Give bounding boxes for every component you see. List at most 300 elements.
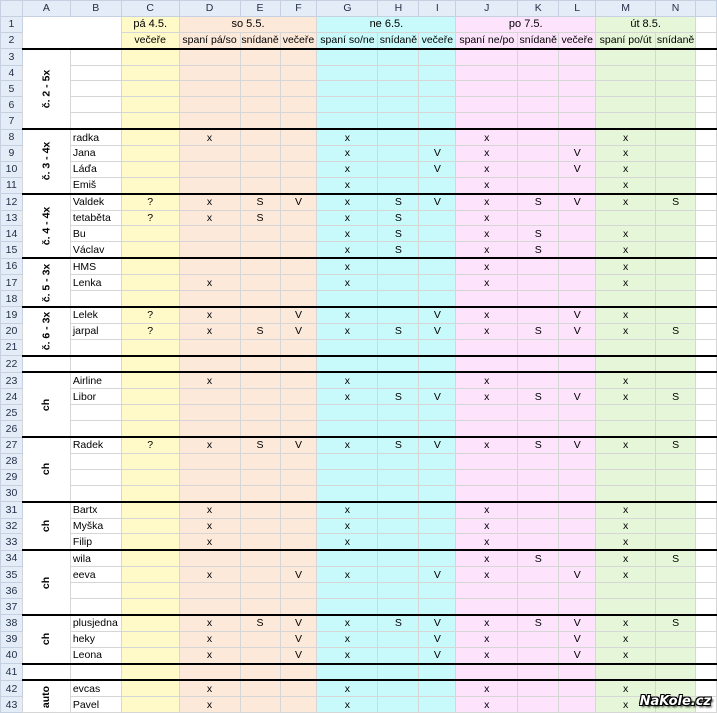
cell[interactable]: [596, 339, 656, 355]
cell[interactable]: [378, 307, 419, 323]
participant-name[interactable]: Lenka: [70, 275, 121, 291]
cell[interactable]: [121, 453, 179, 469]
cell[interactable]: S: [378, 389, 419, 405]
cell[interactable]: [559, 339, 596, 355]
cell[interactable]: [596, 291, 656, 307]
cell[interactable]: V: [280, 437, 317, 453]
cell[interactable]: x: [317, 242, 378, 258]
cell[interactable]: [240, 647, 280, 663]
cell[interactable]: x: [317, 146, 378, 162]
participant-name[interactable]: [70, 113, 121, 129]
row-header-13[interactable]: 13: [1, 210, 23, 226]
cell[interactable]: [456, 664, 518, 681]
cell[interactable]: [317, 356, 378, 373]
cell[interactable]: x: [456, 323, 518, 339]
cell[interactable]: [317, 421, 378, 437]
cell[interactable]: [656, 339, 696, 355]
cell[interactable]: [518, 421, 559, 437]
cell[interactable]: ?: [121, 307, 179, 323]
cell[interactable]: [656, 372, 696, 388]
participant-name[interactable]: [70, 485, 121, 501]
group-label[interactable]: [22, 49, 70, 129]
cell[interactable]: x: [456, 372, 518, 388]
cell[interactable]: [280, 664, 317, 681]
cell[interactable]: [240, 275, 280, 291]
cell[interactable]: x: [456, 146, 518, 162]
participant-name[interactable]: [70, 49, 121, 65]
cell[interactable]: S: [518, 389, 559, 405]
column-header-f[interactable]: F: [280, 1, 317, 17]
cell[interactable]: x: [596, 307, 656, 323]
cell[interactable]: [559, 453, 596, 469]
cell[interactable]: x: [456, 242, 518, 258]
cell[interactable]: [656, 356, 696, 373]
cell[interactable]: [240, 405, 280, 421]
cell[interactable]: ?: [121, 210, 179, 226]
cell[interactable]: [656, 583, 696, 599]
cell[interactable]: x: [179, 647, 240, 663]
column-header-l[interactable]: L: [559, 1, 596, 17]
cell[interactable]: [518, 210, 559, 226]
group-label[interactable]: [22, 680, 70, 712]
row-header-29[interactable]: 29: [1, 469, 23, 485]
column-header-a[interactable]: A: [22, 1, 70, 17]
cell[interactable]: [656, 469, 696, 485]
participant-name[interactable]: Emiš: [70, 177, 121, 193]
row-header-43[interactable]: 43: [1, 697, 23, 713]
cell[interactable]: [596, 598, 656, 614]
cell[interactable]: ?: [121, 437, 179, 453]
cell[interactable]: S: [378, 210, 419, 226]
cell[interactable]: [456, 49, 518, 65]
cell[interactable]: x: [596, 177, 656, 193]
participant-name[interactable]: Bartx: [70, 502, 121, 518]
cell[interactable]: [280, 146, 317, 162]
cell[interactable]: [280, 226, 317, 242]
cell[interactable]: [317, 49, 378, 65]
cell[interactable]: [456, 113, 518, 129]
cell[interactable]: [240, 697, 280, 713]
cell[interactable]: x: [317, 161, 378, 177]
cell[interactable]: [280, 161, 317, 177]
cell[interactable]: [280, 680, 317, 696]
cell[interactable]: [280, 372, 317, 388]
cell[interactable]: [518, 697, 559, 713]
cell[interactable]: [240, 242, 280, 258]
participant-name[interactable]: Airline: [70, 372, 121, 388]
cell[interactable]: [596, 485, 656, 501]
cell[interactable]: V: [419, 146, 456, 162]
cell[interactable]: [378, 664, 419, 681]
cell[interactable]: [559, 258, 596, 274]
cell[interactable]: [518, 372, 559, 388]
cell[interactable]: [518, 161, 559, 177]
cell[interactable]: [121, 258, 179, 274]
cell[interactable]: V: [280, 307, 317, 323]
cell[interactable]: [559, 81, 596, 97]
cell[interactable]: [419, 242, 456, 258]
cell[interactable]: x: [179, 275, 240, 291]
cell[interactable]: [559, 65, 596, 81]
cell[interactable]: [240, 518, 280, 534]
group-label[interactable]: [22, 550, 70, 615]
cell[interactable]: [419, 485, 456, 501]
cell[interactable]: [378, 291, 419, 307]
cell[interactable]: [518, 258, 559, 274]
cell[interactable]: x: [317, 129, 378, 145]
cell[interactable]: V: [280, 615, 317, 631]
cell[interactable]: [596, 81, 656, 97]
cell[interactable]: x: [456, 307, 518, 323]
row-header-23[interactable]: 23: [1, 372, 23, 388]
cell[interactable]: [121, 242, 179, 258]
cell[interactable]: [419, 697, 456, 713]
cell[interactable]: [121, 49, 179, 65]
cell[interactable]: [518, 146, 559, 162]
cell[interactable]: ?: [121, 323, 179, 339]
cell[interactable]: V: [559, 615, 596, 631]
cell[interactable]: V: [419, 389, 456, 405]
cell[interactable]: x: [317, 275, 378, 291]
cell[interactable]: [559, 534, 596, 550]
cell[interactable]: [419, 226, 456, 242]
cell[interactable]: x: [456, 631, 518, 647]
cell[interactable]: [518, 97, 559, 113]
row-header-42[interactable]: 42: [1, 680, 23, 696]
cell[interactable]: [559, 598, 596, 614]
cell[interactable]: S: [656, 437, 696, 453]
cell[interactable]: [378, 583, 419, 599]
cell[interactable]: [317, 583, 378, 599]
cell[interactable]: [656, 421, 696, 437]
cell[interactable]: x: [596, 518, 656, 534]
cell[interactable]: [419, 502, 456, 518]
cell[interactable]: [240, 502, 280, 518]
cell[interactable]: [518, 469, 559, 485]
cell[interactable]: [456, 81, 518, 97]
cell[interactable]: [317, 405, 378, 421]
cell[interactable]: [179, 405, 240, 421]
cell[interactable]: S: [656, 323, 696, 339]
cell[interactable]: [121, 65, 179, 81]
cell[interactable]: [559, 664, 596, 681]
cell[interactable]: [378, 631, 419, 647]
cell[interactable]: [656, 567, 696, 583]
cell[interactable]: S: [656, 389, 696, 405]
cell[interactable]: [419, 421, 456, 437]
cell[interactable]: [656, 242, 696, 258]
cell[interactable]: [121, 598, 179, 614]
cell[interactable]: [121, 356, 179, 373]
cell[interactable]: [121, 372, 179, 388]
column-header-k[interactable]: K: [518, 1, 559, 17]
cell[interactable]: [518, 291, 559, 307]
cell[interactable]: [378, 518, 419, 534]
cell[interactable]: [378, 275, 419, 291]
cell[interactable]: x: [317, 534, 378, 550]
cell[interactable]: [121, 389, 179, 405]
participant-name[interactable]: Libor: [70, 389, 121, 405]
cell[interactable]: [280, 697, 317, 713]
cell[interactable]: x: [179, 372, 240, 388]
cell[interactable]: [378, 421, 419, 437]
cell[interactable]: [378, 485, 419, 501]
cell[interactable]: x: [456, 210, 518, 226]
cell[interactable]: [656, 49, 696, 65]
cell[interactable]: [179, 550, 240, 566]
cell[interactable]: [378, 146, 419, 162]
participant-name[interactable]: Lelek: [70, 307, 121, 323]
cell[interactable]: [456, 97, 518, 113]
cell[interactable]: [559, 421, 596, 437]
cell[interactable]: [240, 339, 280, 355]
cell[interactable]: [456, 583, 518, 599]
cell[interactable]: x: [456, 647, 518, 663]
column-header-m[interactable]: M: [596, 1, 656, 17]
participant-name[interactable]: evcas: [70, 680, 121, 696]
cell[interactable]: [121, 680, 179, 696]
cell[interactable]: [378, 550, 419, 566]
cell[interactable]: [317, 664, 378, 681]
cell[interactable]: x: [317, 437, 378, 453]
cell[interactable]: [559, 226, 596, 242]
cell[interactable]: [518, 453, 559, 469]
row-header-8[interactable]: 8: [1, 129, 23, 145]
row-header-22[interactable]: 22: [1, 356, 23, 373]
cell[interactable]: x: [456, 567, 518, 583]
cell[interactable]: S: [656, 550, 696, 566]
cell[interactable]: [179, 469, 240, 485]
cell[interactable]: [456, 356, 518, 373]
cell[interactable]: [419, 65, 456, 81]
cell[interactable]: [656, 226, 696, 242]
cell[interactable]: [596, 405, 656, 421]
column-header-b[interactable]: B: [70, 1, 121, 17]
row-header-4[interactable]: 4: [1, 65, 23, 81]
cell[interactable]: [456, 405, 518, 421]
cell[interactable]: [240, 113, 280, 129]
cell[interactable]: [456, 469, 518, 485]
cell[interactable]: x: [317, 210, 378, 226]
cell[interactable]: [179, 664, 240, 681]
cell[interactable]: [596, 421, 656, 437]
cell[interactable]: [280, 49, 317, 65]
participant-name[interactable]: Jana: [70, 146, 121, 162]
row-header-37[interactable]: 37: [1, 598, 23, 614]
cell[interactable]: [518, 567, 559, 583]
row-header-6[interactable]: 6: [1, 97, 23, 113]
cell[interactable]: [518, 647, 559, 663]
cell[interactable]: [518, 275, 559, 291]
cell[interactable]: [240, 631, 280, 647]
cell[interactable]: [121, 226, 179, 242]
cell[interactable]: [518, 502, 559, 518]
cell[interactable]: V: [559, 194, 596, 210]
cell[interactable]: [518, 534, 559, 550]
cell[interactable]: x: [596, 129, 656, 145]
cell[interactable]: [240, 65, 280, 81]
row-header-11[interactable]: 11: [1, 177, 23, 193]
cell[interactable]: [378, 356, 419, 373]
cell[interactable]: [656, 113, 696, 129]
cell[interactable]: [656, 664, 696, 681]
cell[interactable]: [656, 518, 696, 534]
cell[interactable]: [656, 307, 696, 323]
cell[interactable]: V: [419, 567, 456, 583]
cell[interactable]: [280, 518, 317, 534]
cell[interactable]: x: [317, 177, 378, 193]
cell[interactable]: [317, 485, 378, 501]
cell[interactable]: [419, 534, 456, 550]
cell[interactable]: [656, 502, 696, 518]
cell[interactable]: [559, 242, 596, 258]
cell[interactable]: [419, 453, 456, 469]
cell[interactable]: [280, 469, 317, 485]
cell[interactable]: [121, 146, 179, 162]
cell[interactable]: x: [596, 226, 656, 242]
cell[interactable]: V: [280, 631, 317, 647]
cell[interactable]: x: [596, 194, 656, 210]
row-header-12[interactable]: 12: [1, 194, 23, 210]
cell[interactable]: [280, 339, 317, 355]
cell[interactable]: x: [456, 161, 518, 177]
cell[interactable]: [240, 129, 280, 145]
cell[interactable]: x: [456, 697, 518, 713]
cell[interactable]: x: [179, 194, 240, 210]
participant-name[interactable]: [70, 421, 121, 437]
cell[interactable]: x: [317, 194, 378, 210]
cell[interactable]: x: [179, 323, 240, 339]
cell[interactable]: [121, 113, 179, 129]
cell[interactable]: [179, 258, 240, 274]
cell[interactable]: x: [317, 647, 378, 663]
cell[interactable]: [656, 291, 696, 307]
cell[interactable]: x: [179, 631, 240, 647]
row-header-5[interactable]: 5: [1, 81, 23, 97]
cell[interactable]: [656, 453, 696, 469]
column-header-c[interactable]: C: [121, 1, 179, 17]
cell[interactable]: [378, 81, 419, 97]
row-header-26[interactable]: 26: [1, 421, 23, 437]
cell[interactable]: x: [596, 258, 656, 274]
cell[interactable]: [378, 567, 419, 583]
cell[interactable]: S: [518, 615, 559, 631]
cell[interactable]: x: [317, 226, 378, 242]
cell[interactable]: [518, 405, 559, 421]
participant-name[interactable]: plusjedna: [70, 615, 121, 631]
cell[interactable]: [559, 583, 596, 599]
cell[interactable]: [518, 680, 559, 696]
cell[interactable]: [419, 583, 456, 599]
cell[interactable]: [419, 469, 456, 485]
cell[interactable]: [419, 598, 456, 614]
cell[interactable]: [419, 177, 456, 193]
participant-name[interactable]: [70, 469, 121, 485]
cell[interactable]: [280, 81, 317, 97]
cell[interactable]: [179, 226, 240, 242]
cell[interactable]: [559, 697, 596, 713]
cell[interactable]: x: [179, 210, 240, 226]
cell[interactable]: [179, 97, 240, 113]
cell[interactable]: x: [179, 129, 240, 145]
cell[interactable]: [280, 113, 317, 129]
cell[interactable]: [179, 339, 240, 355]
cell[interactable]: [378, 647, 419, 663]
participant-name[interactable]: [70, 339, 121, 355]
cell[interactable]: [419, 113, 456, 129]
cell[interactable]: [179, 389, 240, 405]
cell[interactable]: x: [596, 631, 656, 647]
participant-name[interactable]: Filip: [70, 534, 121, 550]
cell[interactable]: x: [317, 502, 378, 518]
cell[interactable]: [656, 146, 696, 162]
cell[interactable]: [179, 356, 240, 373]
cell[interactable]: [518, 65, 559, 81]
cell[interactable]: [317, 81, 378, 97]
cell[interactable]: x: [596, 567, 656, 583]
cell[interactable]: [280, 405, 317, 421]
cell[interactable]: [378, 453, 419, 469]
participant-name[interactable]: [70, 405, 121, 421]
participant-name[interactable]: Bu: [70, 226, 121, 242]
cell[interactable]: S: [656, 615, 696, 631]
cell[interactable]: S: [378, 242, 419, 258]
cell[interactable]: S: [518, 242, 559, 258]
cell[interactable]: x: [456, 194, 518, 210]
cell[interactable]: V: [559, 146, 596, 162]
cell[interactable]: [456, 598, 518, 614]
cell[interactable]: S: [240, 323, 280, 339]
row-header-41[interactable]: 41: [1, 664, 23, 681]
cell[interactable]: x: [456, 550, 518, 566]
cell[interactable]: [121, 567, 179, 583]
cell[interactable]: [240, 598, 280, 614]
cell[interactable]: [656, 534, 696, 550]
column-header-g[interactable]: G: [317, 1, 378, 17]
row-header-7[interactable]: 7: [1, 113, 23, 129]
cell[interactable]: V: [559, 647, 596, 663]
cell[interactable]: x: [456, 615, 518, 631]
cell[interactable]: [317, 453, 378, 469]
cell[interactable]: [559, 49, 596, 65]
row-header-36[interactable]: 36: [1, 583, 23, 599]
cell[interactable]: V: [280, 194, 317, 210]
cell[interactable]: V: [419, 194, 456, 210]
group-label[interactable]: [22, 664, 70, 681]
cell[interactable]: [518, 583, 559, 599]
row-header-3[interactable]: 3: [1, 49, 23, 65]
participant-name[interactable]: HMS: [70, 258, 121, 274]
cell[interactable]: [280, 453, 317, 469]
cell[interactable]: x: [456, 275, 518, 291]
cell[interactable]: x: [456, 680, 518, 696]
participant-name[interactable]: Leona: [70, 647, 121, 663]
row-header-30[interactable]: 30: [1, 485, 23, 501]
cell[interactable]: ?: [121, 194, 179, 210]
cell[interactable]: [559, 485, 596, 501]
cell[interactable]: [280, 534, 317, 550]
cell[interactable]: [559, 177, 596, 193]
cell[interactable]: x: [596, 647, 656, 663]
row-header-31[interactable]: 31: [1, 502, 23, 518]
cell[interactable]: [419, 550, 456, 566]
cell[interactable]: [518, 339, 559, 355]
cell[interactable]: x: [456, 177, 518, 193]
cell[interactable]: [419, 356, 456, 373]
cell[interactable]: x: [596, 242, 656, 258]
cell[interactable]: [240, 550, 280, 566]
cell[interactable]: x: [317, 323, 378, 339]
